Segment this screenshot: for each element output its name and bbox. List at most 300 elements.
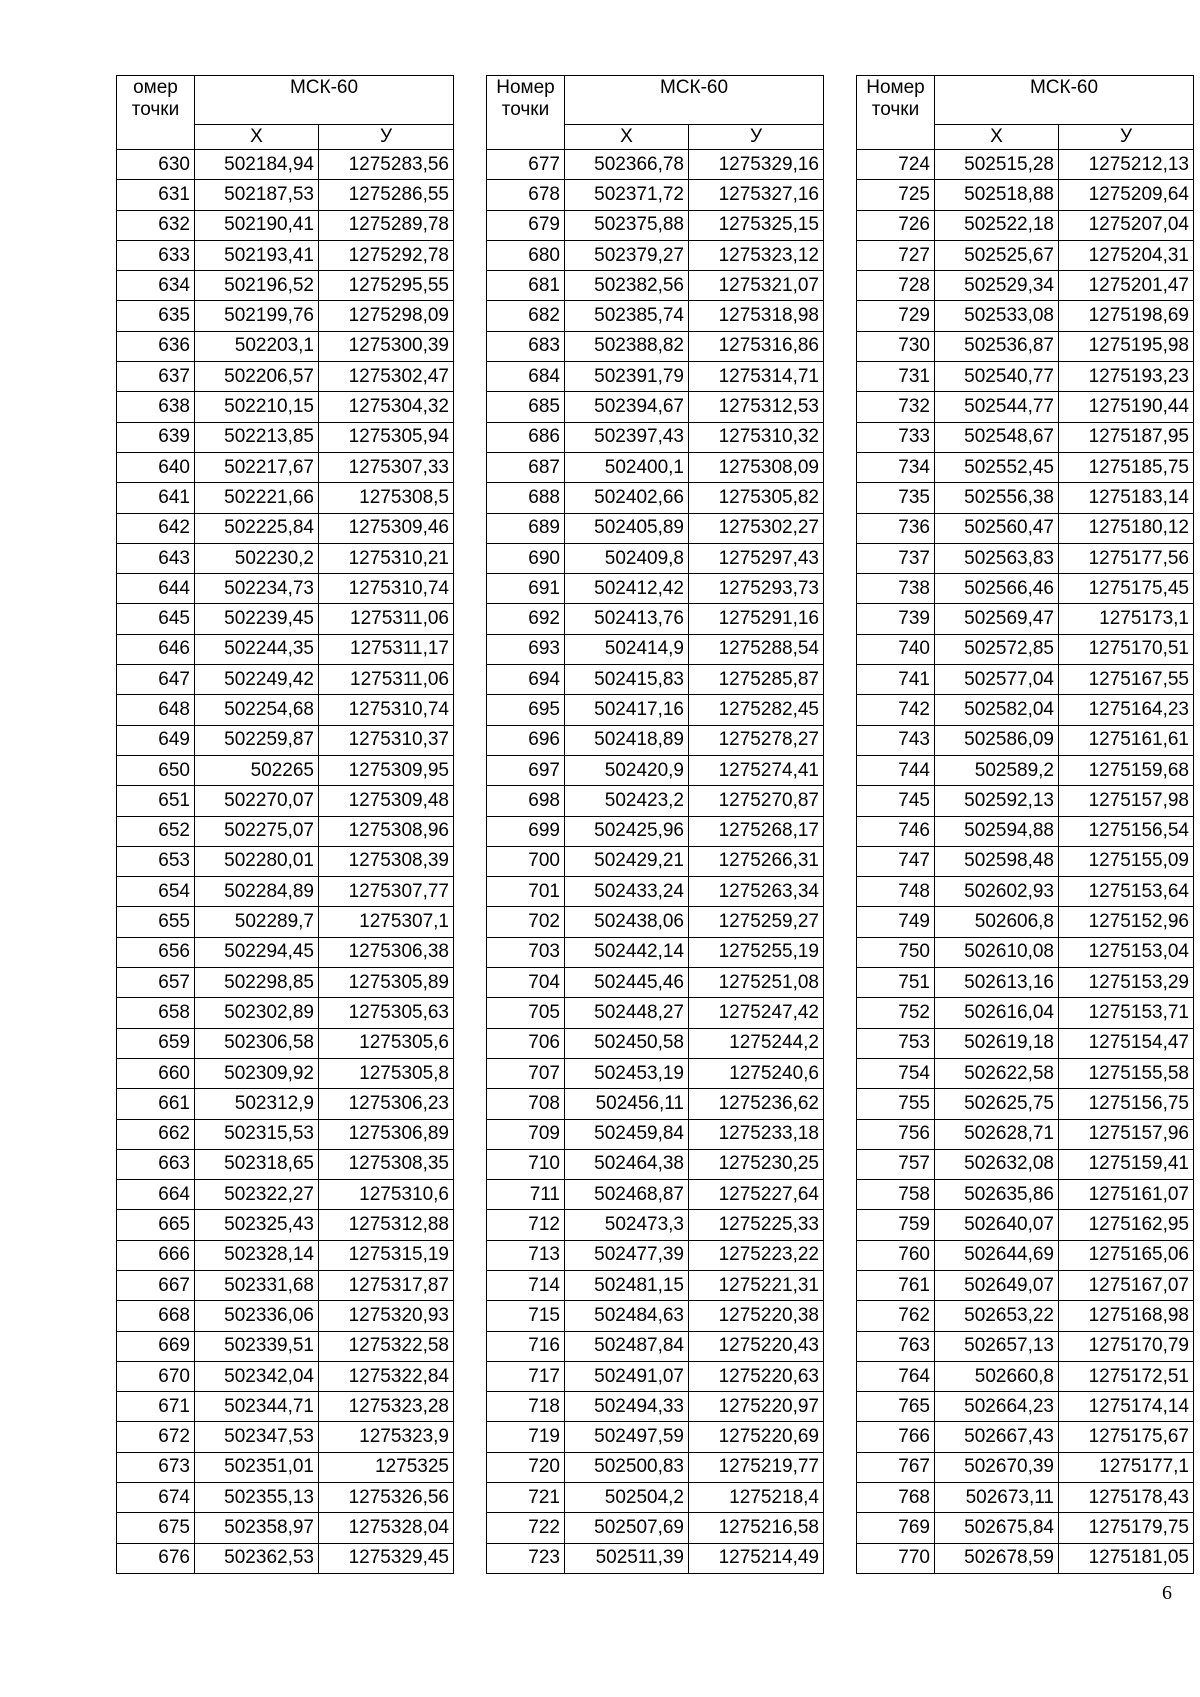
y-coordinate-cell: 1275329,45 xyxy=(319,1543,454,1573)
y-coordinate-cell: 1275170,51 xyxy=(1059,634,1194,664)
x-coordinate-cell: 502484,63 xyxy=(565,1301,689,1331)
table-row xyxy=(117,1483,454,1513)
point-number-cell: 701 xyxy=(487,877,565,907)
table-row xyxy=(857,1210,1194,1240)
y-coordinate-cell: 1275305,89 xyxy=(319,968,454,998)
table-row xyxy=(117,968,454,998)
y-coordinate-cell: 1275266,31 xyxy=(689,846,824,876)
table-row xyxy=(857,1513,1194,1543)
y-coordinate-cell: 1275308,39 xyxy=(319,846,454,876)
point-number-cell: 673 xyxy=(117,1452,195,1482)
point-number-cell: 768 xyxy=(857,1483,935,1513)
table-row xyxy=(857,1361,1194,1391)
y-coordinate-cell: 1275175,45 xyxy=(1059,574,1194,604)
x-coordinate-cell: 502225,84 xyxy=(195,513,319,543)
x-coordinate-cell: 502412,42 xyxy=(565,574,689,604)
point-number-cell: 681 xyxy=(487,271,565,301)
y-coordinate-cell: 1275167,55 xyxy=(1059,665,1194,695)
table-row xyxy=(117,604,454,634)
y-coordinate-cell: 1275302,27 xyxy=(689,513,824,543)
y-coordinate-cell: 1275306,38 xyxy=(319,937,454,967)
y-coordinate-cell: 1275320,93 xyxy=(319,1301,454,1331)
point-number-cell: 662 xyxy=(117,1119,195,1149)
y-coordinate-cell: 1275302,47 xyxy=(319,362,454,392)
table-row xyxy=(117,1058,454,1088)
x-coordinate-cell: 502487,84 xyxy=(565,1331,689,1361)
y-coordinate-cell: 1275156,75 xyxy=(1059,1089,1194,1119)
table-row xyxy=(857,998,1194,1028)
point-number-cell: 710 xyxy=(487,1149,565,1179)
x-coordinate-cell: 502284,89 xyxy=(195,877,319,907)
point-number-cell: 666 xyxy=(117,1240,195,1270)
x-coordinate-cell: 502315,53 xyxy=(195,1119,319,1149)
y-coordinate-cell: 1275305,8 xyxy=(319,1058,454,1088)
y-coordinate-cell: 1275204,31 xyxy=(1059,240,1194,270)
y-coordinate-cell: 1275268,17 xyxy=(689,816,824,846)
y-coordinate-cell: 1275209,64 xyxy=(1059,180,1194,210)
point-number-cell: 695 xyxy=(487,695,565,725)
table-row xyxy=(857,695,1194,725)
table-row xyxy=(487,1149,824,1179)
point-number-cell: 760 xyxy=(857,1240,935,1270)
y-coordinate-cell: 1275308,96 xyxy=(319,816,454,846)
x-coordinate-cell: 502622,58 xyxy=(935,1058,1059,1088)
table-row xyxy=(117,301,454,331)
table-row xyxy=(117,271,454,301)
point-number-cell: 727 xyxy=(857,240,935,270)
y-coordinate-cell: 1275172,51 xyxy=(1059,1361,1194,1391)
table-row xyxy=(857,1331,1194,1361)
point-number-cell: 765 xyxy=(857,1392,935,1422)
y-column-header: У xyxy=(1059,125,1194,150)
y-coordinate-cell: 1275323,12 xyxy=(689,240,824,270)
y-coordinate-cell: 1275309,48 xyxy=(319,786,454,816)
x-coordinate-cell: 502515,28 xyxy=(935,150,1059,180)
table-row xyxy=(117,180,454,210)
table-row xyxy=(487,1180,824,1210)
x-coordinate-cell: 502397,43 xyxy=(565,422,689,452)
point-number-cell: 757 xyxy=(857,1149,935,1179)
point-number-header: Номер точки xyxy=(487,76,565,150)
x-coordinate-cell: 502522,18 xyxy=(935,210,1059,240)
table-row xyxy=(487,331,824,361)
table-row xyxy=(487,543,824,573)
x-coordinate-cell: 502423,2 xyxy=(565,786,689,816)
x-coordinate-cell: 502358,97 xyxy=(195,1513,319,1543)
x-coordinate-cell: 502649,07 xyxy=(935,1270,1059,1300)
y-coordinate-cell: 1275214,49 xyxy=(689,1543,824,1573)
x-coordinate-cell: 502433,24 xyxy=(565,877,689,907)
x-coordinate-cell: 502196,52 xyxy=(195,271,319,301)
y-coordinate-cell: 1275168,98 xyxy=(1059,1301,1194,1331)
y-coordinate-cell: 1275325,15 xyxy=(689,210,824,240)
table-row xyxy=(857,1422,1194,1452)
x-coordinate-cell: 502536,87 xyxy=(935,331,1059,361)
table-row xyxy=(487,1483,824,1513)
point-number-cell: 636 xyxy=(117,331,195,361)
x-coordinate-cell: 502511,39 xyxy=(565,1543,689,1573)
table-row xyxy=(487,998,824,1028)
x-coordinate-cell: 502468,87 xyxy=(565,1180,689,1210)
x-coordinate-cell: 502289,7 xyxy=(195,907,319,937)
point-number-cell: 674 xyxy=(117,1483,195,1513)
point-number-cell: 725 xyxy=(857,180,935,210)
y-coordinate-cell: 1275244,2 xyxy=(689,1028,824,1058)
y-coordinate-cell: 1275308,5 xyxy=(319,483,454,513)
table-row xyxy=(857,755,1194,785)
x-coordinate-cell: 502388,82 xyxy=(565,331,689,361)
y-coordinate-cell: 1275193,23 xyxy=(1059,362,1194,392)
y-coordinate-cell: 1275178,43 xyxy=(1059,1483,1194,1513)
x-coordinate-cell: 502563,83 xyxy=(935,543,1059,573)
table-row xyxy=(487,725,824,755)
point-number-cell: 688 xyxy=(487,483,565,513)
point-number-cell: 647 xyxy=(117,665,195,695)
table-row xyxy=(117,1210,454,1240)
x-coordinate-cell: 502342,04 xyxy=(195,1361,319,1391)
point-number-cell: 698 xyxy=(487,786,565,816)
point-number-cell: 720 xyxy=(487,1452,565,1482)
y-coordinate-cell: 1275170,79 xyxy=(1059,1331,1194,1361)
point-number-cell: 705 xyxy=(487,998,565,1028)
x-coordinate-cell: 502429,21 xyxy=(565,846,689,876)
table-row xyxy=(117,1149,454,1179)
point-number-cell: 683 xyxy=(487,331,565,361)
table-row xyxy=(117,634,454,664)
y-coordinate-cell: 1275161,61 xyxy=(1059,725,1194,755)
y-coordinate-cell: 1275308,09 xyxy=(689,452,824,482)
y-coordinate-cell: 1275180,12 xyxy=(1059,513,1194,543)
point-number-cell: 668 xyxy=(117,1301,195,1331)
y-coordinate-cell: 1275306,89 xyxy=(319,1119,454,1149)
point-number-cell: 649 xyxy=(117,725,195,755)
point-number-cell: 743 xyxy=(857,725,935,755)
point-number-cell: 652 xyxy=(117,816,195,846)
page-number: 6 xyxy=(1162,1582,1172,1604)
point-number-cell: 764 xyxy=(857,1361,935,1391)
x-coordinate-cell: 502336,06 xyxy=(195,1301,319,1331)
table-row xyxy=(487,968,824,998)
table-row xyxy=(487,483,824,513)
point-number-cell: 667 xyxy=(117,1270,195,1300)
table-row xyxy=(117,1240,454,1270)
y-coordinate-cell: 1275175,67 xyxy=(1059,1422,1194,1452)
y-coordinate-cell: 1275270,87 xyxy=(689,786,824,816)
table-row xyxy=(487,392,824,422)
y-coordinate-cell: 1275316,86 xyxy=(689,331,824,361)
point-number-cell: 749 xyxy=(857,907,935,937)
point-number-cell: 682 xyxy=(487,301,565,331)
y-coordinate-cell: 1275220,63 xyxy=(689,1361,824,1391)
point-number-cell: 723 xyxy=(487,1543,565,1573)
table-row xyxy=(857,786,1194,816)
y-coordinate-cell: 1275219,77 xyxy=(689,1452,824,1482)
table-row xyxy=(117,755,454,785)
y-coordinate-cell: 1275305,82 xyxy=(689,483,824,513)
table-row xyxy=(117,574,454,604)
y-coordinate-cell: 1275283,56 xyxy=(319,150,454,180)
y-coordinate-cell: 1275220,97 xyxy=(689,1392,824,1422)
point-number-cell: 737 xyxy=(857,543,935,573)
table-row xyxy=(487,937,824,967)
x-coordinate-cell: 502318,65 xyxy=(195,1149,319,1179)
point-number-cell: 736 xyxy=(857,513,935,543)
point-number-cell: 672 xyxy=(117,1422,195,1452)
y-coordinate-cell: 1275286,55 xyxy=(319,180,454,210)
x-coordinate-cell: 502586,09 xyxy=(935,725,1059,755)
x-coordinate-cell: 502259,87 xyxy=(195,725,319,755)
table-row xyxy=(857,392,1194,422)
point-number-cell: 693 xyxy=(487,634,565,664)
x-coordinate-cell: 502366,78 xyxy=(565,150,689,180)
x-coordinate-cell: 502678,59 xyxy=(935,1543,1059,1573)
point-number-cell: 697 xyxy=(487,755,565,785)
x-coordinate-cell: 502525,67 xyxy=(935,240,1059,270)
table-row xyxy=(487,1543,824,1573)
table-row xyxy=(857,452,1194,482)
point-number-cell: 669 xyxy=(117,1331,195,1361)
y-coordinate-cell: 1275153,71 xyxy=(1059,998,1194,1028)
y-coordinate-cell: 1275307,1 xyxy=(319,907,454,937)
x-column-header: Х xyxy=(565,125,689,150)
y-coordinate-cell: 1275225,33 xyxy=(689,1210,824,1240)
x-coordinate-cell: 502616,04 xyxy=(935,998,1059,1028)
table-row xyxy=(857,846,1194,876)
table-row xyxy=(857,907,1194,937)
table-row xyxy=(857,331,1194,361)
point-number-cell: 717 xyxy=(487,1361,565,1391)
table-row xyxy=(857,877,1194,907)
point-number-cell: 638 xyxy=(117,392,195,422)
y-coordinate-cell: 1275305,6 xyxy=(319,1028,454,1058)
table-row xyxy=(487,877,824,907)
table-row xyxy=(117,422,454,452)
point-number-cell: 761 xyxy=(857,1270,935,1300)
y-coordinate-cell: 1275285,87 xyxy=(689,665,824,695)
x-coordinate-cell: 502417,16 xyxy=(565,695,689,725)
table-row xyxy=(487,362,824,392)
y-coordinate-cell: 1275291,16 xyxy=(689,604,824,634)
table-row xyxy=(857,1119,1194,1149)
x-coordinate-cell: 502582,04 xyxy=(935,695,1059,725)
y-coordinate-cell: 1275177,56 xyxy=(1059,543,1194,573)
table-row xyxy=(117,1452,454,1482)
point-number-cell: 766 xyxy=(857,1422,935,1452)
table-row xyxy=(117,695,454,725)
y-coordinate-cell: 1275309,46 xyxy=(319,513,454,543)
y-coordinate-cell: 1275325 xyxy=(319,1452,454,1482)
x-coordinate-cell: 502418,89 xyxy=(565,725,689,755)
x-coordinate-cell: 502552,45 xyxy=(935,452,1059,482)
x-coordinate-cell: 502400,1 xyxy=(565,452,689,482)
table-row xyxy=(487,1361,824,1391)
point-number-cell: 670 xyxy=(117,1361,195,1391)
x-coordinate-cell: 502592,13 xyxy=(935,786,1059,816)
x-coordinate-cell: 502385,74 xyxy=(565,301,689,331)
point-number-cell: 713 xyxy=(487,1240,565,1270)
x-coordinate-cell: 502351,01 xyxy=(195,1452,319,1482)
table-row xyxy=(117,816,454,846)
y-coordinate-cell: 1275309,95 xyxy=(319,755,454,785)
x-coordinate-cell: 502464,38 xyxy=(565,1149,689,1179)
table-row xyxy=(857,1058,1194,1088)
table-row xyxy=(857,483,1194,513)
point-number-cell: 703 xyxy=(487,937,565,967)
x-coordinate-cell: 502402,66 xyxy=(565,483,689,513)
x-coordinate-cell: 502653,22 xyxy=(935,1301,1059,1331)
point-number-cell: 770 xyxy=(857,1543,935,1573)
table-row xyxy=(117,210,454,240)
table-row xyxy=(857,180,1194,210)
point-number-cell: 632 xyxy=(117,210,195,240)
point-number-cell: 654 xyxy=(117,877,195,907)
x-coordinate-cell: 502347,53 xyxy=(195,1422,319,1452)
point-number-cell: 767 xyxy=(857,1452,935,1482)
x-coordinate-cell: 502445,46 xyxy=(565,968,689,998)
point-number-cell: 650 xyxy=(117,755,195,785)
table-row xyxy=(857,665,1194,695)
table-row xyxy=(857,937,1194,967)
x-coordinate-cell: 502280,01 xyxy=(195,846,319,876)
y-coordinate-cell: 1275227,64 xyxy=(689,1180,824,1210)
x-coordinate-cell: 502473,3 xyxy=(565,1210,689,1240)
table-row xyxy=(487,180,824,210)
x-coordinate-cell: 502477,39 xyxy=(565,1240,689,1270)
point-number-cell: 738 xyxy=(857,574,935,604)
point-number-cell: 730 xyxy=(857,331,935,361)
x-coordinate-cell: 502414,9 xyxy=(565,634,689,664)
y-coordinate-cell: 1275153,29 xyxy=(1059,968,1194,998)
point-number-cell: 742 xyxy=(857,695,935,725)
y-coordinate-cell: 1275153,64 xyxy=(1059,877,1194,907)
table-row xyxy=(487,1210,824,1240)
y-coordinate-cell: 1275311,17 xyxy=(319,634,454,664)
point-number-cell: 675 xyxy=(117,1513,195,1543)
point-number-cell: 676 xyxy=(117,1543,195,1573)
table-row xyxy=(117,907,454,937)
x-coordinate-cell: 502507,69 xyxy=(565,1513,689,1543)
x-coordinate-cell: 502610,08 xyxy=(935,937,1059,967)
table-row xyxy=(857,1180,1194,1210)
y-coordinate-cell: 1275310,32 xyxy=(689,422,824,452)
x-coordinate-cell: 502217,67 xyxy=(195,452,319,482)
x-coordinate-cell: 502589,2 xyxy=(935,755,1059,785)
table-row xyxy=(117,1301,454,1331)
table-row xyxy=(857,634,1194,664)
x-coordinate-cell: 502254,68 xyxy=(195,695,319,725)
x-coordinate-cell: 502265 xyxy=(195,755,319,785)
y-coordinate-cell: 1275223,22 xyxy=(689,1240,824,1270)
x-coordinate-cell: 502322,27 xyxy=(195,1180,319,1210)
table-row xyxy=(487,1028,824,1058)
x-coordinate-cell: 502375,88 xyxy=(565,210,689,240)
x-coordinate-cell: 502413,76 xyxy=(565,604,689,634)
point-number-cell: 630 xyxy=(117,150,195,180)
y-coordinate-cell: 1275292,78 xyxy=(319,240,454,270)
point-number-cell: 756 xyxy=(857,1119,935,1149)
x-coordinate-cell: 502572,85 xyxy=(935,634,1059,664)
table-row xyxy=(117,1361,454,1391)
table-row xyxy=(857,1028,1194,1058)
table-row xyxy=(487,755,824,785)
x-coordinate-cell: 502640,07 xyxy=(935,1210,1059,1240)
table-row xyxy=(117,483,454,513)
point-number-cell: 700 xyxy=(487,846,565,876)
table-row xyxy=(117,665,454,695)
y-column-header: У xyxy=(689,125,824,150)
table-row xyxy=(857,574,1194,604)
point-number-cell: 753 xyxy=(857,1028,935,1058)
y-coordinate-cell: 1275179,75 xyxy=(1059,1513,1194,1543)
x-coordinate-cell: 502670,39 xyxy=(935,1452,1059,1482)
point-number-cell: 741 xyxy=(857,665,935,695)
x-coordinate-cell: 502328,14 xyxy=(195,1240,319,1270)
x-coordinate-cell: 502275,07 xyxy=(195,816,319,846)
x-coordinate-cell: 502234,73 xyxy=(195,574,319,604)
x-coordinate-cell: 502448,27 xyxy=(565,998,689,1028)
point-number-cell: 653 xyxy=(117,846,195,876)
x-coordinate-cell: 502481,15 xyxy=(565,1270,689,1300)
table-row xyxy=(487,695,824,725)
y-coordinate-cell: 1275240,6 xyxy=(689,1058,824,1088)
table-row xyxy=(487,1119,824,1149)
y-coordinate-cell: 1275318,98 xyxy=(689,301,824,331)
y-coordinate-cell: 1275154,47 xyxy=(1059,1028,1194,1058)
y-coordinate-cell: 1275220,43 xyxy=(689,1331,824,1361)
y-coordinate-cell: 1275274,41 xyxy=(689,755,824,785)
point-number-cell: 709 xyxy=(487,1119,565,1149)
y-coordinate-cell: 1275167,07 xyxy=(1059,1270,1194,1300)
point-number-cell: 687 xyxy=(487,452,565,482)
x-coordinate-cell: 502312,9 xyxy=(195,1089,319,1119)
table-row xyxy=(857,240,1194,270)
table-row xyxy=(117,240,454,270)
point-number-cell: 758 xyxy=(857,1180,935,1210)
x-coordinate-cell: 502298,85 xyxy=(195,968,319,998)
x-coordinate-cell: 502184,94 xyxy=(195,150,319,180)
x-coordinate-cell: 502544,77 xyxy=(935,392,1059,422)
coordinate-system-header: МСК-60 xyxy=(195,76,454,125)
coordinate-system-header: МСК-60 xyxy=(565,76,824,125)
point-number-cell: 665 xyxy=(117,1210,195,1240)
y-coordinate-cell: 1275161,07 xyxy=(1059,1180,1194,1210)
point-number-cell: 686 xyxy=(487,422,565,452)
point-number-cell: 646 xyxy=(117,634,195,664)
table-row xyxy=(487,452,824,482)
table-row xyxy=(857,1483,1194,1513)
y-coordinate-cell: 1275314,71 xyxy=(689,362,824,392)
x-coordinate-cell: 502560,47 xyxy=(935,513,1059,543)
y-coordinate-cell: 1275295,55 xyxy=(319,271,454,301)
x-coordinate-cell: 502500,83 xyxy=(565,1452,689,1482)
coordinate-system-header: МСК-60 xyxy=(935,76,1194,125)
x-coordinate-cell: 502187,53 xyxy=(195,180,319,210)
table-row xyxy=(857,422,1194,452)
y-coordinate-cell: 1275181,05 xyxy=(1059,1543,1194,1573)
x-coordinate-cell: 502203,1 xyxy=(195,331,319,361)
x-coordinate-cell: 502456,11 xyxy=(565,1089,689,1119)
table-row xyxy=(487,150,824,180)
coordinates-table-3 xyxy=(856,75,1194,1574)
table-row xyxy=(487,210,824,240)
table-row xyxy=(487,1513,824,1543)
table-row xyxy=(487,604,824,634)
point-number-cell: 642 xyxy=(117,513,195,543)
y-coordinate-cell: 1275289,78 xyxy=(319,210,454,240)
x-coordinate-cell: 502355,13 xyxy=(195,1483,319,1513)
y-coordinate-cell: 1275310,21 xyxy=(319,543,454,573)
x-coordinate-cell: 502302,89 xyxy=(195,998,319,1028)
